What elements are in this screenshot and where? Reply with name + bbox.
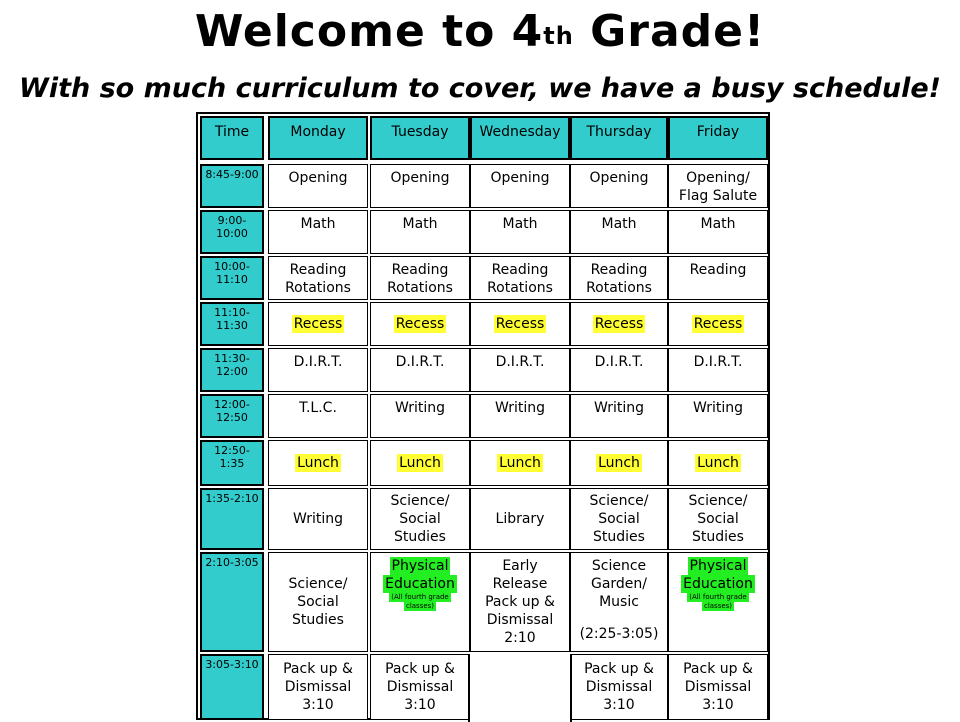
schedule-cell: [370, 210, 470, 254]
cell-line: Pack up &: [485, 594, 555, 610]
cell-line: Science: [591, 558, 647, 574]
schedule-cell: [370, 654, 470, 720]
cell-line: Rotations: [487, 280, 553, 296]
schedule-cell: [470, 302, 570, 346]
header-thursday: Thursday: [570, 116, 668, 160]
cell-line: Release: [492, 576, 548, 592]
cell-line: Library: [495, 511, 545, 527]
highlight-label: Recess: [693, 316, 743, 332]
pe-note: (All fourth grade: [689, 593, 747, 601]
schedule-cell: [470, 440, 570, 486]
time-slot: 1:35-2:10: [200, 488, 264, 550]
cell-line: Opening: [490, 170, 550, 186]
cell-line: Rotations: [387, 280, 453, 296]
schedule-cell: [370, 394, 470, 438]
cell-line: D.I.R.T.: [594, 354, 644, 370]
time-slot: 8:45-9:00: [200, 164, 264, 208]
cell-line: 3:10: [702, 697, 734, 713]
schedule-cell: [570, 394, 668, 438]
pe-label: Physical: [689, 558, 747, 574]
schedule-cell: [570, 654, 668, 720]
schedule-cell: [470, 210, 570, 254]
highlight-label: Lunch: [499, 455, 541, 471]
schedule-cell: [370, 164, 470, 208]
cell-line: Rotations: [586, 280, 652, 296]
cell-line: Reading: [391, 262, 449, 278]
cell-line: Garden/: [590, 576, 648, 592]
cell-line: Pack up &: [283, 661, 353, 677]
cell-line: D.I.R.T.: [495, 354, 545, 370]
header-time: Time: [200, 116, 264, 160]
schedule-cell: [668, 302, 768, 346]
cell-line: Social: [598, 511, 640, 527]
cell-line: Math: [601, 216, 637, 232]
time-slot: 9:00- 10:00: [200, 210, 264, 254]
cell-line: Writing: [293, 511, 343, 527]
cell-line: Science/: [688, 493, 748, 509]
cell-line: Dismissal: [386, 679, 454, 695]
pe-note: (All fourth grade: [391, 593, 449, 601]
cell-line: 3:10: [404, 697, 436, 713]
schedule-cell: [668, 440, 768, 486]
cell-line: Science/: [390, 493, 450, 509]
header-monday: Monday: [268, 116, 368, 160]
cell-line: Studies: [292, 612, 344, 628]
schedule-cell: [668, 394, 768, 438]
cell-line: Dismissal: [284, 679, 352, 695]
cell-line: Opening: [589, 170, 649, 186]
schedule-cell: [668, 164, 768, 208]
schedule-cell: [268, 210, 368, 254]
schedule-cell: [470, 164, 570, 208]
time-slot: 12:00- 12:50: [200, 394, 264, 438]
cell-line: Math: [300, 216, 336, 232]
cell-line: Studies: [593, 529, 645, 545]
schedule-cell: [570, 348, 668, 392]
cell-line: Early: [502, 558, 538, 574]
time-slot: 3:05-3:10: [200, 654, 264, 720]
pe-label: Education: [385, 576, 455, 592]
cell-line: Pack up &: [385, 661, 455, 677]
time-slot: 11:30- 12:00: [200, 348, 264, 392]
schedule-cell: [470, 394, 570, 438]
schedule-cell: [668, 552, 768, 652]
schedule-cell: [268, 440, 368, 486]
cell-line: Opening/: [686, 170, 750, 186]
cell-line: T.L.C.: [299, 400, 337, 416]
schedule-cell: [570, 488, 668, 550]
cell-line: Dismissal: [486, 612, 554, 628]
cell-line: Reading: [491, 262, 549, 278]
time-slot: 10:00- 11:10: [200, 256, 264, 300]
schedule-cell: [370, 488, 470, 550]
highlight-label: Recess: [395, 316, 445, 332]
schedule-cell: [268, 302, 368, 346]
schedule-cell: [570, 552, 668, 652]
cell-line: 3:10: [302, 697, 334, 713]
highlight-label: Recess: [495, 316, 545, 332]
highlight-label: Recess: [293, 316, 343, 332]
cell-line: Opening: [288, 170, 348, 186]
schedule-cell: [268, 488, 368, 550]
schedule-cell: [370, 440, 470, 486]
schedule-cell: [370, 256, 470, 300]
garden-time: (2:25-3:05): [579, 626, 659, 642]
cell-line: Reading: [689, 262, 747, 278]
cell-line: Studies: [394, 529, 446, 545]
schedule-cell: [470, 488, 570, 550]
cell-line: Reading: [590, 262, 648, 278]
cell-line: Rotations: [285, 280, 351, 296]
schedule-cell: [668, 488, 768, 550]
schedule-cell: [470, 348, 570, 392]
cell-line: Reading: [289, 262, 347, 278]
time-slot: 2:10-3:05: [200, 552, 264, 652]
cell-line: D.I.R.T.: [293, 354, 343, 370]
cell-line: Dismissal: [684, 679, 752, 695]
cell-line: D.I.R.T.: [693, 354, 743, 370]
cell-line: Writing: [495, 400, 545, 416]
schedule-cell: [668, 256, 768, 300]
schedule-cell: [370, 302, 470, 346]
page-title: Welcome to 4th Grade!: [194, 6, 766, 57]
pe-note: classes): [405, 602, 435, 610]
time-slot: 12:50- 1:35: [200, 440, 264, 486]
cell-line: Social: [399, 511, 441, 527]
schedule-cell: [268, 552, 368, 652]
cell-line: Science/: [288, 576, 348, 592]
header-friday: Friday: [668, 116, 768, 160]
schedule-cell: [268, 164, 368, 208]
cell-line: D.I.R.T.: [395, 354, 445, 370]
cell-line: Writing: [395, 400, 445, 416]
cell-line: Dismissal: [585, 679, 653, 695]
highlight-label: Lunch: [697, 455, 739, 471]
schedule-cell: [668, 654, 768, 720]
header-tuesday: Tuesday: [370, 116, 470, 160]
schedule-cell: [470, 256, 570, 300]
cell-line: Flag Salute: [678, 188, 758, 204]
schedule-cell: [570, 440, 668, 486]
schedule-cell: [668, 210, 768, 254]
cell-line: Writing: [693, 400, 743, 416]
schedule-cell: [570, 164, 668, 208]
cell-line: Math: [402, 216, 438, 232]
cell-line: Social: [697, 511, 739, 527]
schedule-cell: [570, 256, 668, 300]
schedule-cell: [268, 348, 368, 392]
cell-line: Studies: [692, 529, 744, 545]
pe-note: classes): [703, 602, 733, 610]
highlight-label: Lunch: [598, 455, 640, 471]
blank-cell-frame: [468, 654, 572, 722]
schedule-cell: [570, 210, 668, 254]
cell-line: 2:10: [504, 630, 536, 646]
highlight-label: Lunch: [399, 455, 441, 471]
pe-label: Physical: [391, 558, 449, 574]
schedule-cell: [370, 348, 470, 392]
schedule-cell: [370, 552, 470, 652]
schedule-table: [196, 112, 770, 720]
cell-line: Math: [700, 216, 736, 232]
cell-line: 3:10: [603, 697, 635, 713]
cell-line: Opening: [390, 170, 450, 186]
cell-line: Pack up &: [584, 661, 654, 677]
cell-line: Science/: [589, 493, 649, 509]
page-subtitle: With so much curriculum to cover, we have a busy schedule!: [19, 73, 941, 104]
cell-line: Pack up &: [683, 661, 753, 677]
schedule-cell: [668, 348, 768, 392]
header-wednesday: Wednesday: [470, 116, 570, 160]
cell-line: Music: [599, 594, 639, 610]
schedule-cell: [570, 302, 668, 346]
schedule-cell: [268, 394, 368, 438]
cell-line: Writing: [594, 400, 644, 416]
schedule-cell: [268, 654, 368, 720]
schedule-cell: [470, 552, 570, 652]
cell-line: Social: [297, 594, 339, 610]
schedule-cell: [268, 256, 368, 300]
time-slot: 11:10- 11:30: [200, 302, 264, 346]
highlight-label: Lunch: [297, 455, 339, 471]
highlight-label: Recess: [594, 316, 644, 332]
cell-line: Math: [502, 216, 538, 232]
pe-label: Education: [683, 576, 753, 592]
